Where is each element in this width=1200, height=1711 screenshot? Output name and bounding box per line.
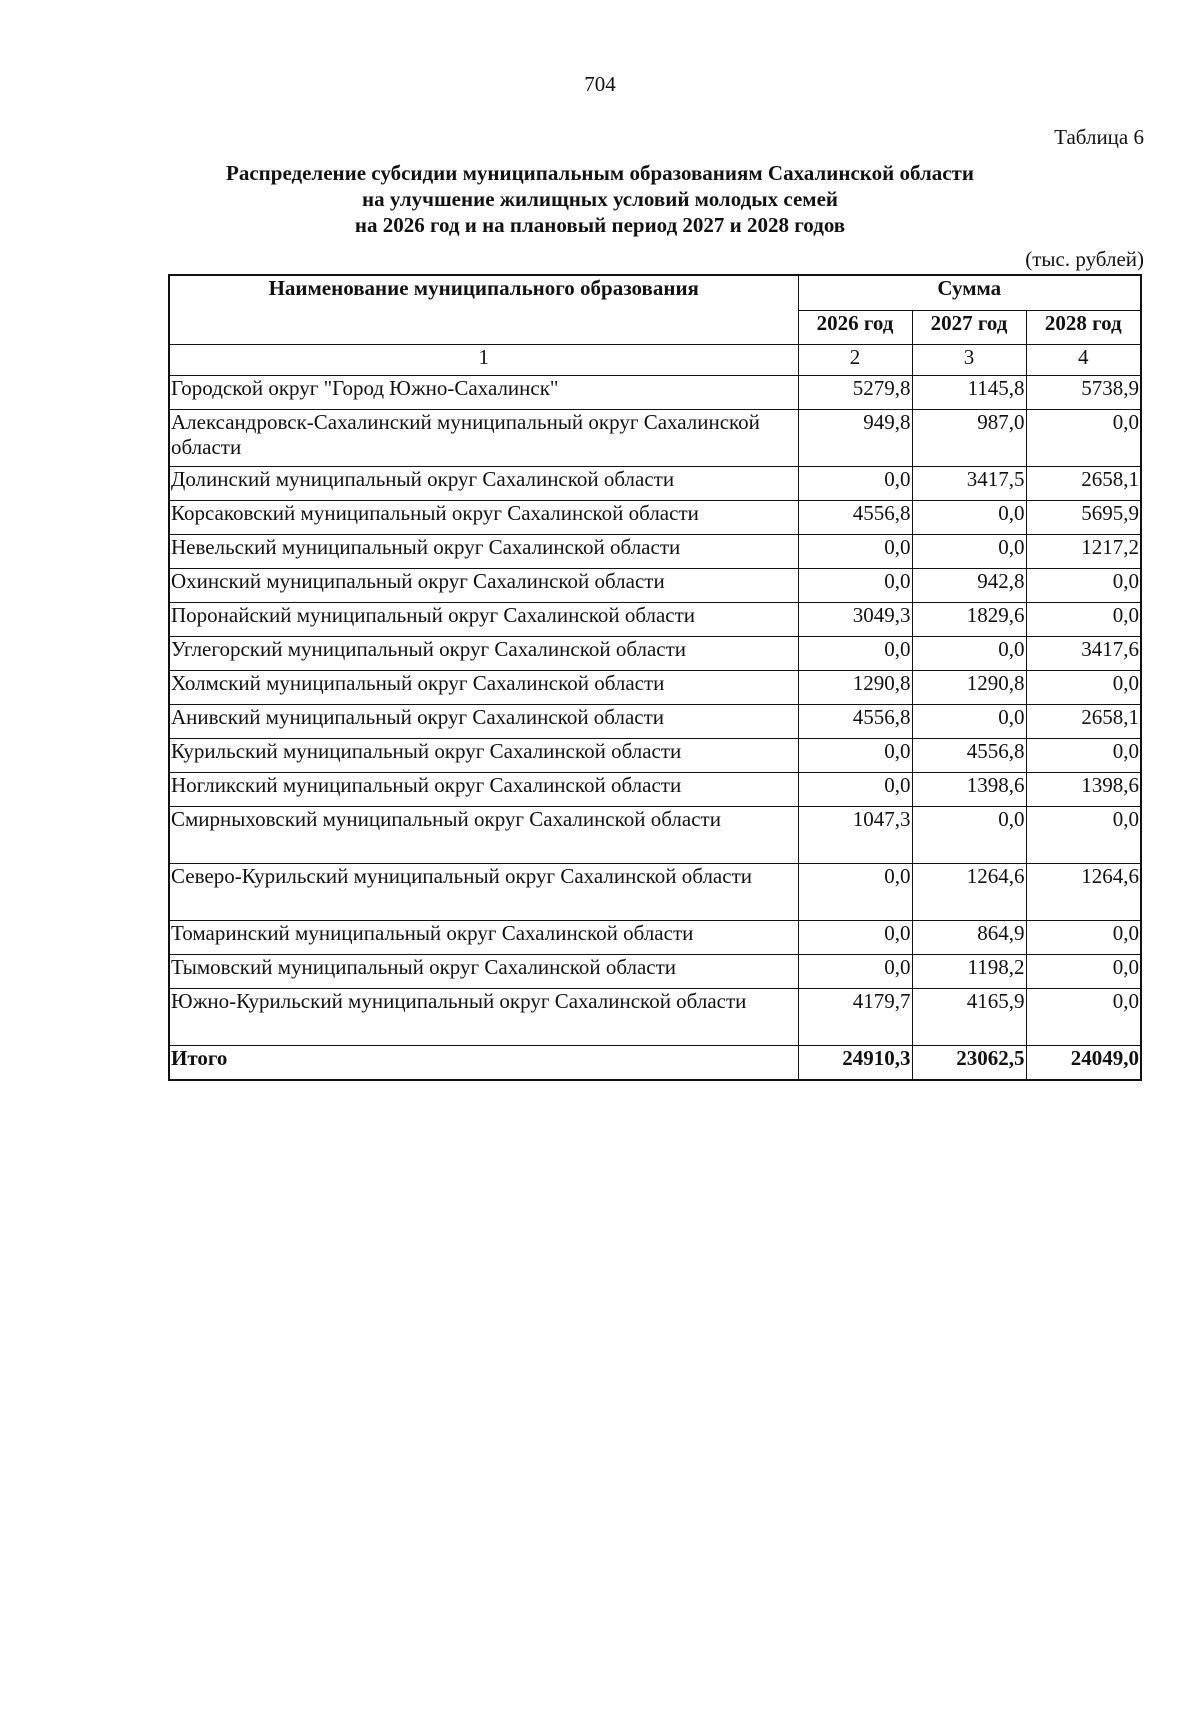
table-row [169,955,1141,989]
table-row [169,603,1141,637]
value-2027: 4165,9 [912,989,1026,1046]
value-2027: 0,0 [912,501,1026,535]
municipality-name: Холмский муниципальный округ Сахалинской области [169,671,798,705]
value-2027: 0,0 [912,535,1026,569]
total-2026: 24910,3 [798,1046,912,1081]
value-2028: 0,0 [1026,921,1141,955]
value-2026: 1047,3 [798,807,912,864]
value-2027: 4556,8 [912,739,1026,773]
value-2027: 1198,2 [912,955,1026,989]
total-2028: 24049,0 [1026,1046,1141,1081]
value-2026: 0,0 [798,569,912,603]
table-row [169,739,1141,773]
value-2027: 3417,5 [912,467,1026,501]
table-row [169,989,1141,1046]
value-2028: 0,0 [1026,807,1141,864]
total-2027: 23062,5 [912,1046,1026,1081]
value-2028: 0,0 [1026,739,1141,773]
municipality-name: Курильский муниципальный округ Сахалинской области [169,739,798,773]
value-2028: 1217,2 [1026,535,1141,569]
value-2028: 1398,6 [1026,773,1141,807]
value-2026: 0,0 [798,637,912,671]
subsidy-table [168,274,1142,1081]
table-row [169,671,1141,705]
column-header-sum: Сумма [798,275,1141,310]
table-row [169,807,1141,864]
value-2028: 3417,6 [1026,637,1141,671]
value-2026: 4179,7 [798,989,912,1046]
table-row [169,864,1141,921]
municipality-name: Долинский муниципальный округ Сахалинской области [169,467,798,501]
municipality-name: Городской округ "Город Южно-Сахалинск" [169,376,798,410]
value-2026: 0,0 [798,773,912,807]
value-2028: 0,0 [1026,410,1141,467]
value-2026: 0,0 [798,921,912,955]
title-line-2: на улучшение жилищных условий молодых семей [362,187,838,211]
municipality-name: Невельский муниципальный округ Сахалинской области [169,535,798,569]
value-2028: 0,0 [1026,671,1141,705]
municipality-name: Поронайский муниципальный округ Сахалинской области [169,603,798,637]
column-number-2: 2 [798,345,912,376]
value-2028: 0,0 [1026,569,1141,603]
value-2026: 4556,8 [798,501,912,535]
title-line-1: Распределение субсидии муниципальным образованиям Сахалинской области [226,161,974,185]
table-row [169,376,1141,410]
total-row [169,1046,1141,1081]
table-row [169,501,1141,535]
municipality-name: Северо-Курильский муниципальный округ Сахалинской области [169,864,798,921]
value-2026: 1290,8 [798,671,912,705]
value-2027: 0,0 [912,637,1026,671]
column-number-1: 1 [169,345,798,376]
value-2026: 5279,8 [798,376,912,410]
value-2027: 0,0 [912,705,1026,739]
column-number-4: 4 [1026,345,1141,376]
value-2028: 5695,9 [1026,501,1141,535]
municipality-name: Смирныховский муниципальный округ Сахалинской области [169,807,798,864]
municipality-name: Томаринский муниципальный округ Сахалинской области [169,921,798,955]
column-header-2028: 2028 год [1026,310,1141,345]
value-2026: 0,0 [798,955,912,989]
municipality-name: Корсаковский муниципальный округ Сахалинской области [169,501,798,535]
document-title [0,160,1200,238]
value-2027: 1398,6 [912,773,1026,807]
table-row [169,921,1141,955]
municipality-name: Тымовский муниципальный округ Сахалинской области [169,955,798,989]
table-row [169,410,1141,467]
page-number: 704 [584,72,616,96]
municipality-name: Ногликский муниципальный округ Сахалинской области [169,773,798,807]
table-row [169,535,1141,569]
value-2026: 0,0 [798,467,912,501]
value-2028: 5738,9 [1026,376,1141,410]
value-2026: 4556,8 [798,705,912,739]
value-2026: 3049,3 [798,603,912,637]
municipality-name: Углегорский муниципальный округ Сахалинской области [169,637,798,671]
value-2028: 1264,6 [1026,864,1141,921]
value-2028: 0,0 [1026,603,1141,637]
value-2028: 0,0 [1026,989,1141,1046]
municipality-name: Анивский муниципальный округ Сахалинской области [169,705,798,739]
value-2028: 2658,1 [1026,467,1141,501]
column-number-3: 3 [912,345,1026,376]
value-2027: 1829,6 [912,603,1026,637]
value-2027: 1290,8 [912,671,1026,705]
value-2027: 1145,8 [912,376,1026,410]
value-2027: 942,8 [912,569,1026,603]
title-line-3: на 2026 год и на плановый период 2027 и 2028 годов [354,213,846,237]
value-2026: 0,0 [798,864,912,921]
units-label: (тыс. рублей) [1025,247,1144,271]
table-row [169,705,1141,739]
total-label: Итого [169,1046,798,1081]
municipality-name: Южно-Курильский муниципальный округ Сахалинской области [169,989,798,1046]
column-header-name: Наименование муниципального образования [169,275,798,345]
column-header-2026: 2026 год [798,310,912,345]
value-2027: 0,0 [912,807,1026,864]
value-2027: 864,9 [912,921,1026,955]
value-2028: 0,0 [1026,955,1141,989]
municipality-name: Охинский муниципальный округ Сахалинской области [169,569,798,603]
table-row [169,467,1141,501]
value-2026: 949,8 [798,410,912,467]
table-row [169,637,1141,671]
table-row [169,773,1141,807]
value-2028: 2658,1 [1026,705,1141,739]
table-row [169,569,1141,603]
value-2026: 0,0 [798,535,912,569]
value-2026: 0,0 [798,739,912,773]
table-label: Таблица 6 [1054,125,1144,149]
column-header-2027: 2027 год [912,310,1026,345]
municipality-name: Александровск-Сахалинский муниципальный округ Сахалинской области [169,410,798,467]
value-2027: 1264,6 [912,864,1026,921]
value-2027: 987,0 [912,410,1026,467]
